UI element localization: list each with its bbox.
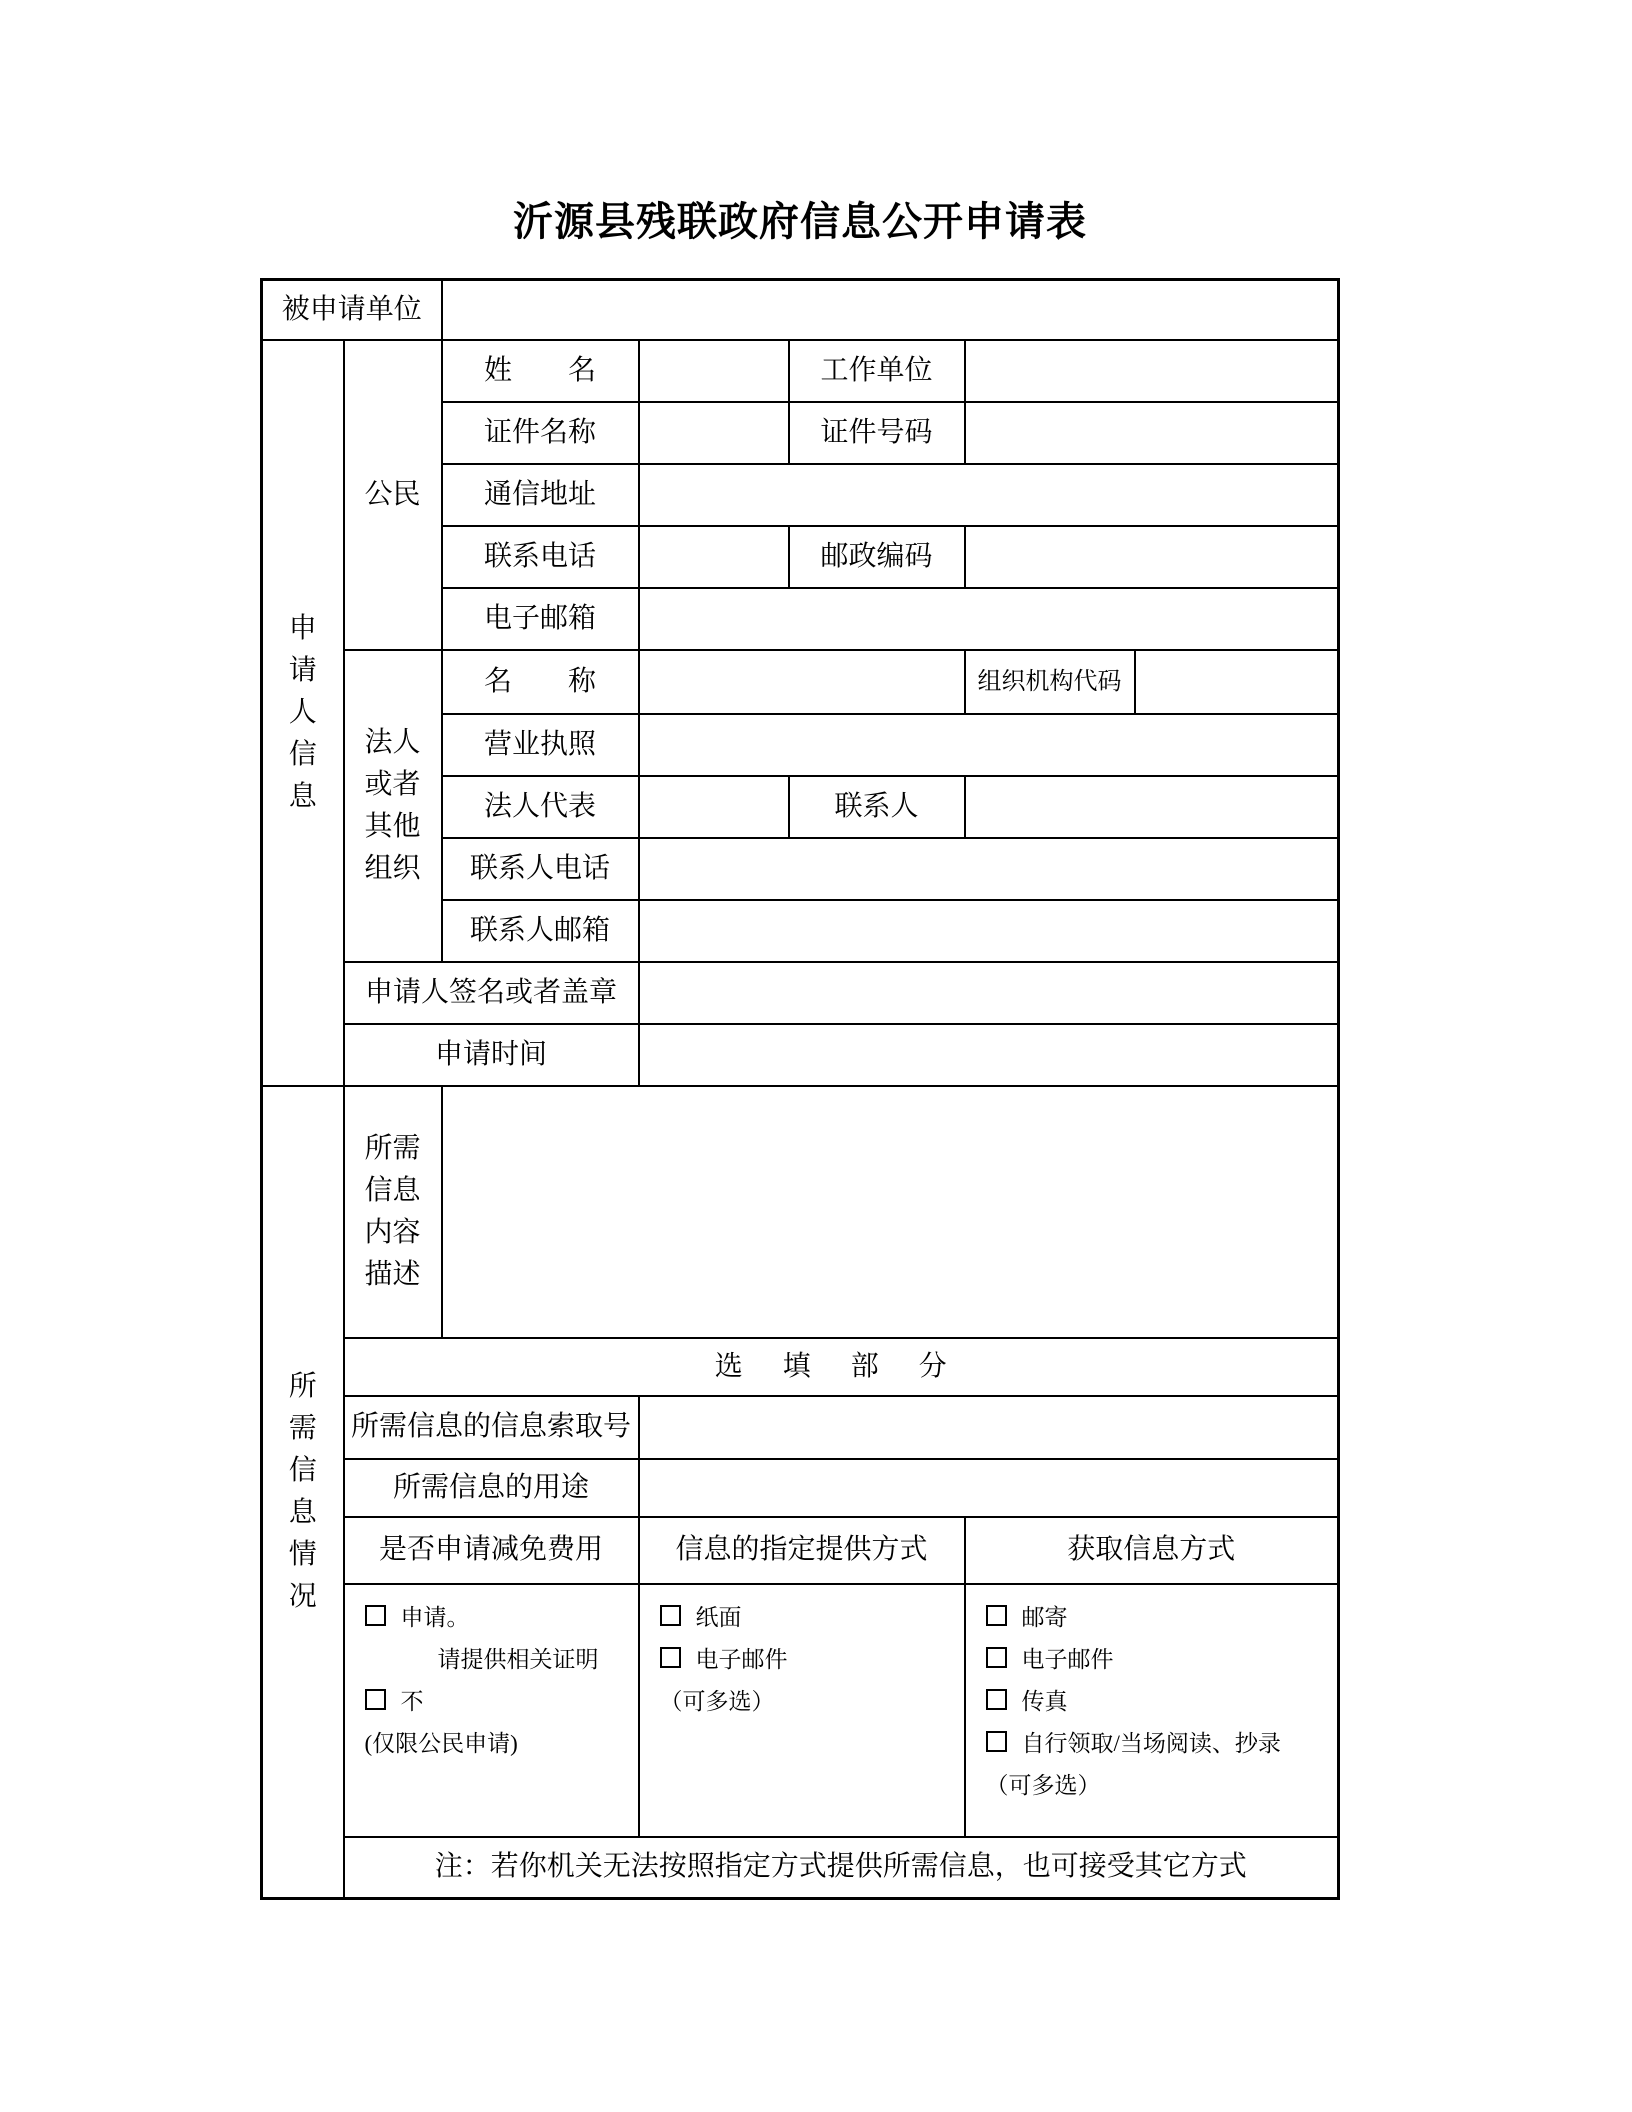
checkbox-icon[interactable] bbox=[986, 1605, 1007, 1626]
citizen-group-label: 公民 bbox=[344, 340, 442, 650]
name-input[interactable] bbox=[639, 340, 789, 402]
content-desc-input[interactable] bbox=[442, 1086, 1339, 1338]
applicant-info-group-label: 申请人信息 bbox=[288, 612, 317, 812]
info-index-input[interactable] bbox=[639, 1396, 1339, 1459]
table-row bbox=[262, 1517, 1339, 1584]
request-info-group-label: 所需信息情况 bbox=[288, 1370, 317, 1612]
table-row bbox=[262, 1837, 1339, 1899]
fee-reduction-header: 是否申请减免费用 bbox=[344, 1517, 639, 1584]
address-input[interactable] bbox=[639, 464, 1339, 526]
obtain-method-header: 获取信息方式 bbox=[965, 1517, 1339, 1584]
option-label: 邮寄 bbox=[1021, 1604, 1068, 1630]
citizen-only-note: (仅限公民申请) bbox=[364, 1730, 518, 1756]
content-desc-label: 所需信息内容描述 bbox=[364, 1132, 421, 1290]
org-name-input[interactable] bbox=[639, 650, 965, 714]
work-unit-label: 工作单位 bbox=[789, 340, 965, 402]
fee-options-cell bbox=[344, 1584, 639, 1837]
info-purpose-input[interactable] bbox=[639, 1459, 1339, 1517]
organization-group-cell bbox=[344, 650, 442, 962]
multi-select-note: （可多选） bbox=[659, 1688, 775, 1714]
delivery-options-cell bbox=[639, 1584, 965, 1837]
org-code-label: 组织机构代码 bbox=[965, 650, 1135, 714]
table-row bbox=[262, 1024, 1339, 1086]
table-row bbox=[262, 340, 1339, 402]
license-input[interactable] bbox=[639, 714, 1339, 776]
optional-section-header: 选填部分 bbox=[344, 1338, 1339, 1396]
table-row bbox=[262, 1086, 1339, 1338]
checkbox-icon[interactable] bbox=[986, 1689, 1007, 1710]
cert-name-label: 证件名称 bbox=[442, 402, 639, 464]
checkbox-icon[interactable] bbox=[660, 1647, 681, 1668]
work-unit-input[interactable] bbox=[965, 340, 1339, 402]
applicant-info-group-cell bbox=[262, 340, 344, 1086]
postcode-input[interactable] bbox=[965, 526, 1339, 588]
footer-note: 注：若你机关无法按照指定方式提供所需信息，也可接受其它方式 bbox=[344, 1837, 1339, 1899]
contact-input[interactable] bbox=[965, 776, 1339, 838]
option-label: 传真 bbox=[1021, 1688, 1068, 1714]
contact-phone-input[interactable] bbox=[639, 838, 1339, 900]
contact-email-input[interactable] bbox=[639, 900, 1339, 962]
option-label: 电子邮件 bbox=[1021, 1646, 1114, 1672]
option-label: 申请。 bbox=[400, 1604, 470, 1630]
requested-unit-label: 被申请单位 bbox=[262, 280, 442, 340]
org-code-input[interactable] bbox=[1135, 650, 1339, 714]
email-label: 电子邮箱 bbox=[442, 588, 639, 650]
checkbox-icon[interactable] bbox=[986, 1647, 1007, 1668]
checkbox-icon[interactable] bbox=[365, 1689, 386, 1710]
rep-label: 法人代表 bbox=[442, 776, 639, 838]
option-apply-fee-reduction[interactable] bbox=[365, 1597, 638, 1639]
phone-input[interactable] bbox=[639, 526, 789, 588]
option-no-fee-reduction[interactable] bbox=[365, 1681, 638, 1723]
apply-proof-note: 请提供相关证明 bbox=[437, 1646, 599, 1672]
table-row bbox=[262, 280, 1339, 340]
obtain-options-cell bbox=[965, 1584, 1339, 1837]
contact-label: 联系人 bbox=[789, 776, 965, 838]
option-self-pickup[interactable] bbox=[986, 1723, 1338, 1765]
checkbox-icon[interactable] bbox=[660, 1605, 681, 1626]
table-row bbox=[262, 650, 1339, 714]
table-row bbox=[262, 1584, 1339, 1837]
option-label: 电子邮件 bbox=[695, 1646, 788, 1672]
option-email-delivery[interactable] bbox=[660, 1639, 964, 1681]
table-row bbox=[262, 1396, 1339, 1459]
signature-label: 申请人签名或者盖章 bbox=[344, 962, 639, 1024]
option-paper[interactable] bbox=[660, 1597, 964, 1639]
table-row bbox=[262, 1459, 1339, 1517]
signature-input[interactable] bbox=[639, 962, 1339, 1024]
option-label: 纸面 bbox=[695, 1604, 742, 1630]
name-label: 姓 名 bbox=[442, 340, 639, 402]
option-label: 自行领取/当场阅读、抄录 bbox=[1021, 1730, 1281, 1756]
option-label: 不 bbox=[400, 1688, 424, 1714]
rep-input[interactable] bbox=[639, 776, 789, 838]
email-input[interactable] bbox=[639, 588, 1339, 650]
requested-unit-input[interactable] bbox=[442, 280, 1339, 340]
cert-no-input[interactable] bbox=[965, 402, 1339, 464]
cert-name-input[interactable] bbox=[639, 402, 789, 464]
option-email-obtain[interactable] bbox=[986, 1639, 1338, 1681]
contact-phone-label: 联系人电话 bbox=[442, 838, 639, 900]
apply-time-label: 申请时间 bbox=[344, 1024, 639, 1086]
info-index-label: 所需信息的信息索取号 bbox=[344, 1396, 639, 1459]
license-label: 营业执照 bbox=[442, 714, 639, 776]
contact-email-label: 联系人邮箱 bbox=[442, 900, 639, 962]
request-info-group-cell bbox=[262, 1086, 344, 1899]
apply-time-input[interactable] bbox=[639, 1024, 1339, 1086]
content-desc-label-cell bbox=[344, 1086, 442, 1338]
option-mail[interactable] bbox=[986, 1597, 1338, 1639]
option-fax[interactable] bbox=[986, 1681, 1338, 1723]
delivery-method-header: 信息的指定提供方式 bbox=[639, 1517, 965, 1584]
checkbox-icon[interactable] bbox=[986, 1731, 1007, 1752]
multi-select-note: （可多选） bbox=[985, 1772, 1101, 1798]
form-title: 沂源县残联政府信息公开申请表 bbox=[513, 199, 1087, 244]
address-label: 通信地址 bbox=[442, 464, 639, 526]
table-row bbox=[262, 1338, 1339, 1396]
table-row bbox=[262, 962, 1339, 1024]
organization-group-label: 法人或者其他组织 bbox=[364, 726, 421, 884]
phone-label: 联系电话 bbox=[442, 526, 639, 588]
checkbox-icon[interactable] bbox=[365, 1605, 386, 1626]
cert-no-label: 证件号码 bbox=[789, 402, 965, 464]
org-name-label: 名 称 bbox=[442, 650, 639, 714]
postcode-label: 邮政编码 bbox=[789, 526, 965, 588]
application-form-table bbox=[260, 278, 1340, 1900]
info-purpose-label: 所需信息的用途 bbox=[344, 1459, 639, 1517]
